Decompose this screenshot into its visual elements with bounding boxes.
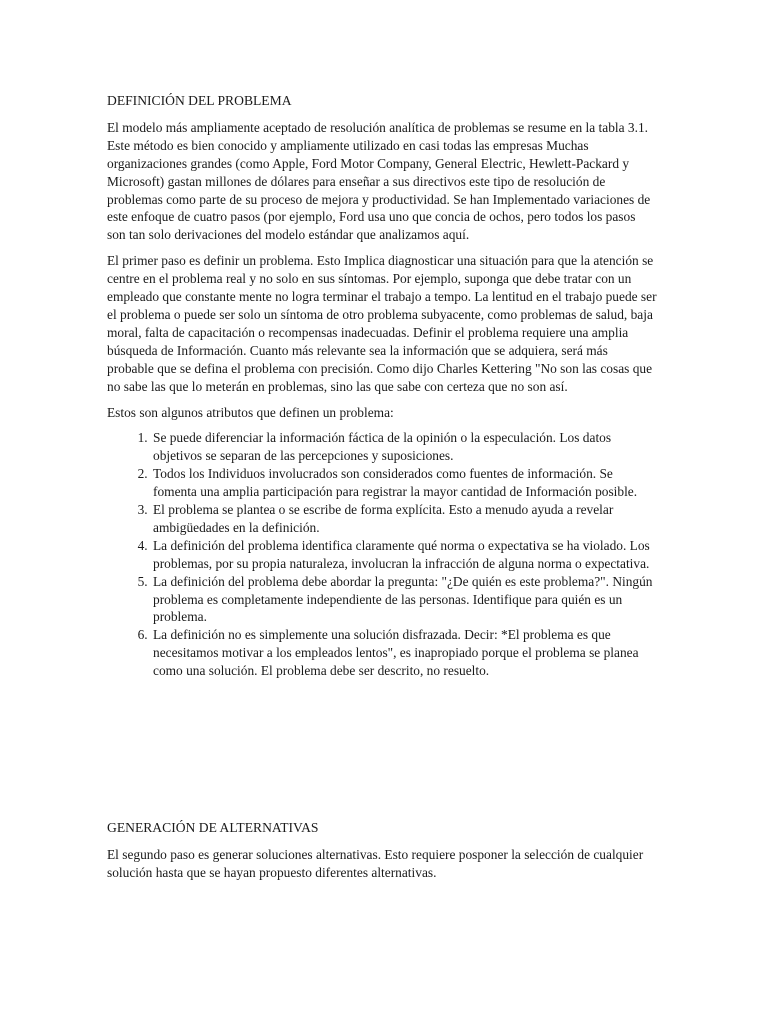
list-item: 4. La definición del problema identifica claramente qué norma o expectativa se ha violado. Los problemas, por su propia naturaleza, involucran la infracción de alguna norma o expectativa. [151,537,657,573]
list-item: 1. Se puede diferenciar la información fáctica de la opinión o la especulación. Los datos objetivos se separan de las percepciones y suposiciones. [151,429,657,465]
document-section-alternatives [107,819,657,890]
section-heading: DEFINICIÓN DEL PROBLEMA [107,93,292,108]
list-item: 3. El problema se plantea o se escribe de forma explícita. Esto a menudo ayuda a revelar ambigüedades en la definición. [151,501,657,537]
attributes-list [107,429,657,680]
section-heading: GENERACIÓN DE ALTERNATIVAS [107,820,319,835]
paragraph: El modelo más ampliamente aceptado de resolución analítica de problemas se resume en la tabla 3.1. Este método es bien conocido y ampliamente utilizado en casi todas las empresas Muchas organizaciones grandes (como Apple, Ford Motor Company, General Electric, Hewlett-Packard y Microsoft) gastan millones de dólares para enseñar a sus directivos este tipo de resolución de problemas como parte de su proceso de mejora y productividad. Se han Implementado variaciones de este enfoque de cuatro pasos (por ejemplo, Ford usa uno que concia de ochos, pero todos los pasos son tan solo derivaciones del modelo estándar que analizamos aquí. [107,119,651,243]
document-section-problem-definition [107,92,657,680]
list-item: 6. La definición no es simplemente una solución disfrazada. Decir: *El problema es que necesitamos motivar a los empleados lentos", es inapropiado porque el problema se planea como una solución. El problema debe ser descrito, no resuelto. [151,626,657,680]
paragraph: El segundo paso es generar soluciones alternativas. Esto requiere posponer la selección de cualquier solución hasta que se hayan propuesto diferentes alternativas. [107,846,644,880]
list-item: 2. Todos los Individuos involucrados son considerados como fuentes de información. Se fomenta una amplia participación para registrar la mayor cantidad de Información posible. [151,465,657,501]
list-item: 5. La definición del problema debe abordar la pregunta: "¿De quién es este problema?". Ningún problema es completamente independiente de las personas. Identifique para quién es un problema. [151,573,657,627]
paragraph: El primer paso es definir un problema. Esto Implica diagnosticar una situación para que la atención se centre en el problema real y no solo en sus síntomas. Por ejemplo, suponga que debe tratar con un empleado que constante mente no logra terminar el trabajo a tempo. La lentitud en el trabajo puede ser el problema o puede ser solo un síntoma de otro problema subyacente, como problemas de salud, baja moral, falta de capacitación o recompensas inadecuadas. Definir el problema requiere una amplia búsqueda de Información. Cuanto más relevante sea la información que se adquiera, será más probable que se defina el problema con precisión. Como dijo Charles Kettering "No son las cosas que no sabe las que lo meterán en problemas, sino las que sabe con certeza que no son así. [107,253,657,394]
paragraph: Estos son algunos atributos que definen un problema: [107,404,394,420]
